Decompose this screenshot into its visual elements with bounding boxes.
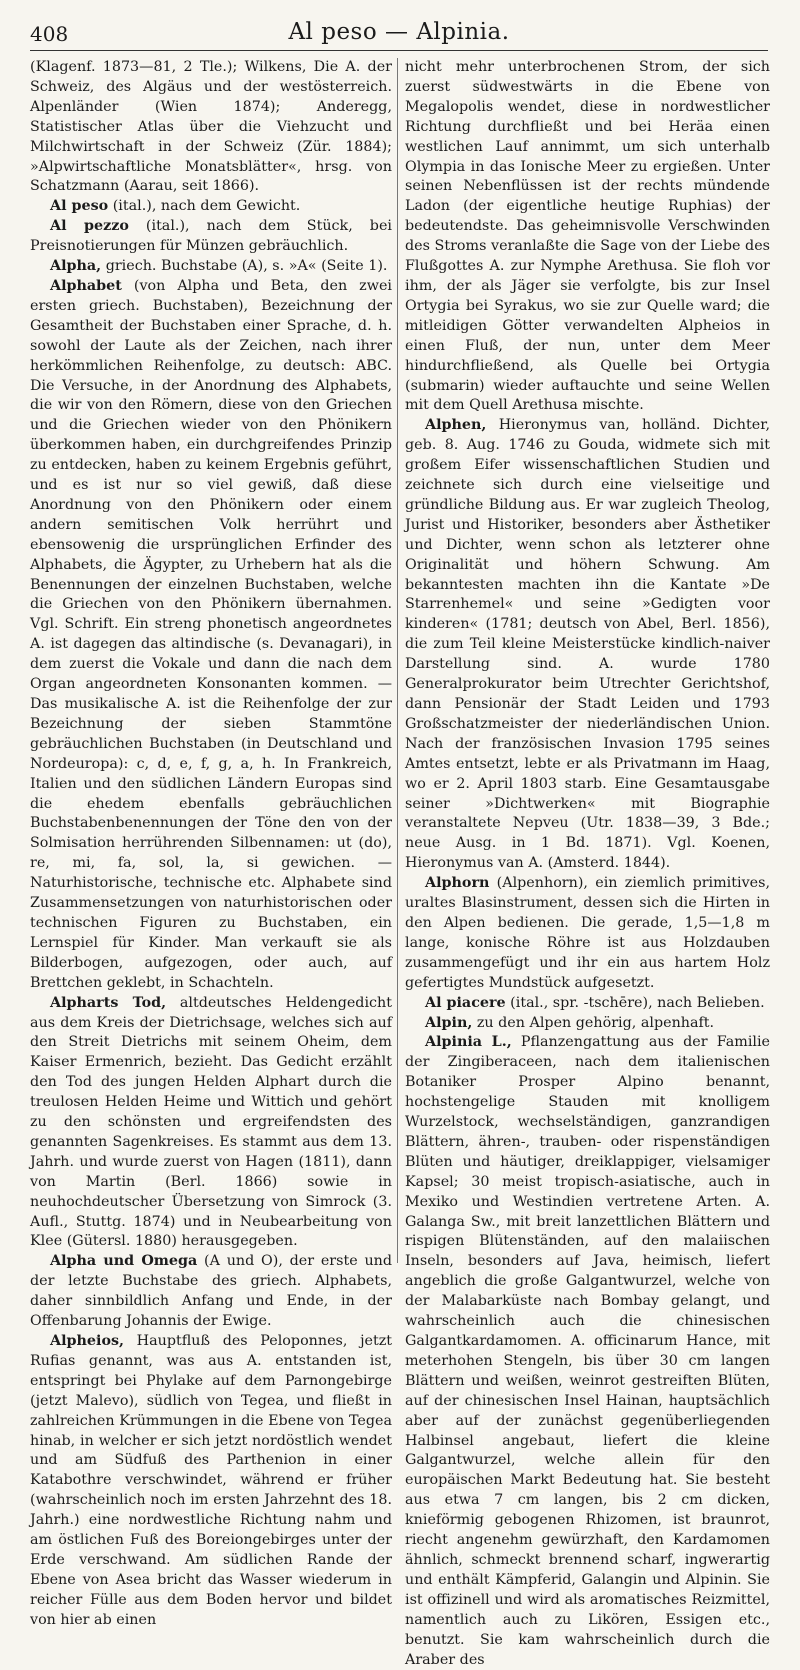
dictionary-entry	[405, 1033, 770, 1670]
left-column	[30, 58, 393, 1628]
entry-headword: Alphorn	[425, 875, 490, 892]
right-column	[405, 58, 770, 1668]
entry-text: Pflanzengattung aus der Familie der Zingiberaceen, nach dem italienischen Botaniker Prosper Alpino benannt, hochstengelige Stauden mit knolligem Wurzelstock, wechselständigen, ganzrandigen Blättern, ähren-, trauben- oder rispenständigen Blüten und häutiger, dreiklappiger, vielsamiger Kapsel; 30 meist tropisch-asiatische, auch in Mexiko und Westindien vertretene Arten. A. Galanga Sw., mit breit lanzettlichen Blättern und rispigen Blütenständen, auf den malaiischen Inseln, besonders auf Java, heimisch, liefert angeblich die große Galgantwurzel, welche von der Malabarküste nach Bombay gelangt, und wahrscheinlich auch die chinesischen Galgantkardamomen. A. officinarum Hance, mit meterhohen Stengeln, bis über 30 cm langen Blättern und weißen, weinrot gestreiften Blüten, auf der chinesischen Insel Hainan, hauptsächlich aber auf der zunächst gegenüberliegenden Halbinsel angebaut, liefert die kleine Galgantwurzel, welche allein für den europäischen Markt Bedeutung hat. Sie besteht aus etwa 7 cm langen, bis 2 cm dicken, knieförmig gebogenen Rhizomen, ist braunrot, riecht angenehm gewürzhaft, den Kardamomen ähnlich, schmeckt brennend scharf, ingwerartig und enthält Kämpferid, Galangin und Alpinin. Sie ist offizinell und wird als aromatisches Reizmittel, namentlich auch zu Likören, Essigen etc., benutzt. Sie kam wahrscheinlich durch die Araber des	[405, 1034, 770, 1668]
entry-headword: Alpha,	[50, 258, 102, 275]
entry-headword: Alpha und Omega	[50, 1253, 198, 1270]
entry-text: (ital., spr. -tschēre), nach Belieben.	[505, 994, 765, 1011]
dictionary-entry	[30, 257, 392, 277]
entry-text: (ital.), nach dem Stück, bei Preisnotierungen für Münzen gebräuchlich.	[30, 218, 392, 255]
dictionary-entry	[30, 217, 392, 257]
entry-headword: Al piacere	[425, 994, 506, 1011]
entry-headword: Al peso	[50, 198, 109, 215]
entry-headword: Alpin,	[425, 1014, 473, 1031]
entry-text: altdeutsches Heldengedicht aus dem Kreis der Dietrichsage, welches sich auf den Streit Dietrichs mit seinem Oheim, dem Kaiser Ermenrich, bezieht. Das Gedicht erzählt den Tod des jungen Helden Alphart durch die treulosen Helden Heime und Wittich und gehört zu den schönsten und ergreifendsten des genannten Sagenkreises. Es stammt aus dem 13. Jahrh. und wurde zuerst von Hagen (1811), dann von Martin (Berl. 1866) sowie in neuhochdeutscher Übersetzung von Simrock (3. Aufl., Stuttg. 1874) und in Neubearbeitung von Klee (Gütersl. 1880) herausgegeben.	[30, 994, 392, 1250]
dictionary-entry	[405, 874, 770, 993]
entry-headword: Alphen,	[425, 417, 487, 434]
dictionary-entry	[405, 1014, 770, 1034]
dictionary-entry	[30, 277, 392, 994]
entry-headword: Alpheios,	[50, 1333, 125, 1349]
entry-text: Hieronymus van, holländ. Dichter, geb. 8. Aug. 1746 zu Gouda, widmete sich mit großem Eifer wissenschaftlichen Studien und zeichnete sich durch eine vielseitige und gründliche Bildung aus. Er war zugleich Theolog, Jurist und Historiker, besonders aber Ästhetiker und Dichter, wenn schon als letzterer ohne Originalität und höhern Schwung. Am bekanntesten machten ihn die Kantate »De Starrenhemel« und seine »Gedigten voor kinderen« (1781; deutsch von Abel, Berl. 1856), die zum Teil kleine Meisterstücke kindlich-naiver Darstellung sind. A. wurde 1780 Generalprokurator beim Utrechter Gerichtshof, dann Pensionär der Stadt Leiden und 1793 Großschatzmeister der niederländischen Union. Nach der französischen Invasion 1795 seines Amtes entsetzt, lebte er als Privatmann im Haag, wo er 2. April 1803 starb. Eine Gesamtausgabe seiner »Dichtwerken« mit Biographie veranstaltete Nepveu (Utr. 1838—39, 3 Bde.; neue Ausg. in 1 Bd. 1871). Vgl. Koenen, Hieronymus van A. (Amsterd. 1844).	[405, 417, 770, 872]
page-title: Al peso — Alpinia.	[288, 19, 510, 45]
entry-text: (von Alpha und Beta, den zwei ersten griech. Buchstaben), Bezeichnung der Gesamtheit der Buchstaben einer Sprache, d. h. sowohl der Laute als der Zeichen, nach ihrer herkömmlichen Reihenfolge, zu deutsch: ABC. Die Versuche, in der Anordnung des Alphabets, die wir von den Römern, diese von den Griechen und die Griechen wieder von den Phönikern überkommen haben, ein durchgreifendes Prinzip zu entdecken, haben zu keinem Ergebnis geführt, und es ist nur so viel gewiß, daß diese Anordnung von den Phönikern oder einem andern semitischen Volk herrührt und ebensowenig die ursprünglichen Erfinder des Alphabets, die Ägypter, zu Urhebern hat als die Benennungen der einzelnen Buchstaben, welche die Griechen von den Phönikern übernahmen. Vgl. Schrift. Ein streng phonetisch angeordnetes A. ist dagegen das altindische (s. Devanagari), in dem zuerst die Vokale und dann die nach dem Organ angeordneten Konsonanten kommen. — Das musikalische A. ist die Reihenfolge der zur Bezeichnung der sieben Stammtöne gebräuchlichen Buchstaben (in Deutschland und Nordeuropa): c, d, e, f, g, a, h. In Frankreich, Italien und den südlichen Ländern Europas sind die ehedem ebenfalls gebräuchlichen Buchstabenbenennungen der Töne den von der Solmisation herrührenden Silbennamen: ut (do), re, mi, fa, sol, la, si gewichen. — Naturhistorische, technische etc. Alphabete sind Zusammensetzungen von naturhistorischen oder technischen Figuren zu Buchstaben, ein Lernspiel für Kinder. Man verkauft sie als Bilderbogen, aufgezogen, oder auch, auf Brettchen geklebt, in Schachteln.	[30, 277, 392, 991]
page-number: 408	[30, 22, 69, 46]
entry-text: Hauptfluß des Peloponnes, jetzt Rufias genannt, was aus A. entstanden ist, entspringt bei Phylake auf dem Parnongebirge (jetzt Malevo), südlich von Tegea, und fließt in zahlreichen Krümmungen in die Ebene von Tegea hinab, in welcher er sich jetzt nordöstlich wendet und am Südfuß des Parthenion in einer Katabothre verschwindet, während er früher (wahrscheinlich noch im ersten Jahrzehnt des 18. Jahrh.) eine nordwestliche Richtung nahm und am östlichen Fuß des Boreiongebirges unter der Erde verschwand. Am südlichen Rande der Ebene von Asea bricht das Wasser wiederum in reicher Fülle aus dem Boden hervor und bildet von hier ab einen	[30, 1333, 392, 1628]
entry-text: (A und O), der erste und der letzte Buchstabe des griech. Alphabets, daher sinnbildlich Anfang und Ende, in der Offenbarung Johannis der Ewige.	[30, 1253, 393, 1330]
dictionary-entry	[30, 1332, 392, 1631]
dictionary-entry	[30, 1252, 392, 1332]
dictionary-entry	[30, 58, 392, 197]
entry-text: nicht mehr unterbrochenen Strom, der sich zuerst südwestwärts in die Ebene von Megalopolis wendet, diese in nordwestlicher Richtung durchfließt und bei Heräa einen westlichen Lauf annimmt, um sich unterhalb Olympia in das Ionische Meer zu ergießen. Unter seinen Nebenflüssen ist der rechts mündende Ladon (der eigentliche heutige Ruphias) der bedeutendste. Das geheimnisvolle Verschwinden des Stroms veranlaßte die Sage von der Liebe des Flußgottes A. zur Nymphe Arethusa. Sie floh vor ihm, der als Jäger sie verfolgte, bis zur Insel Ortygia bei Syrakus, wo sie zur Quelle ward; die mitleidigen Götter verwandelten Alpheios in einen Fluß, der nun, unter dem Meer hindurchfließend, als Quelle bei Ortygia (submarin) wieder auftauchte und seine Wellen mit dem Quell Arethusa mischte.	[405, 59, 770, 414]
column-divider	[397, 58, 398, 1263]
entry-text: zu den Alpen gehörig, alpenhaft.	[472, 1014, 715, 1031]
entry-text: (ital.), nach dem Gewicht.	[108, 198, 301, 215]
entry-text: griech. Buchstabe (A), s. »A« (Seite 1).	[101, 258, 388, 275]
entry-headword: Alphabet	[50, 277, 122, 294]
entry-text: (Klagenf. 1873—81, 2 Tle.); Wilkens, Die A. der Schweiz, des Algäus und der westösterreich. Alpenländer (Wien 1874); Anderegg, Statistischer Atlas über die Viehzucht und Milchwirtschaft in der Schweiz (Zür. 1884); »Alpwirtschaftliche Monatsblätter«, hrsg. von Schatzmann (Aarau, seit 1866).	[30, 59, 392, 195]
entry-text: (Alpenhorn), ein ziemlich primitives, uraltes Blasinstrument, dessen sich die Hirten in den Alpen bedienen. Die gerade, 1,5—1,8 m lange, konische Röhre ist aus Holzdauben zusammengefügt und ihr ein aus hartem Holz gefertigtes Mundstück aufgesetzt.	[405, 875, 770, 991]
entry-headword: Al pezzo	[50, 218, 129, 235]
dictionary-entry	[30, 994, 392, 1253]
page-header	[30, 10, 768, 51]
dictionary-entry	[30, 197, 392, 217]
entry-headword: Alpharts Tod,	[50, 994, 167, 1011]
entry-headword: Alpinia L.,	[425, 1034, 512, 1051]
dictionary-entry	[405, 994, 770, 1014]
dictionary-entry	[405, 58, 770, 416]
dictionary-entry	[405, 416, 770, 874]
